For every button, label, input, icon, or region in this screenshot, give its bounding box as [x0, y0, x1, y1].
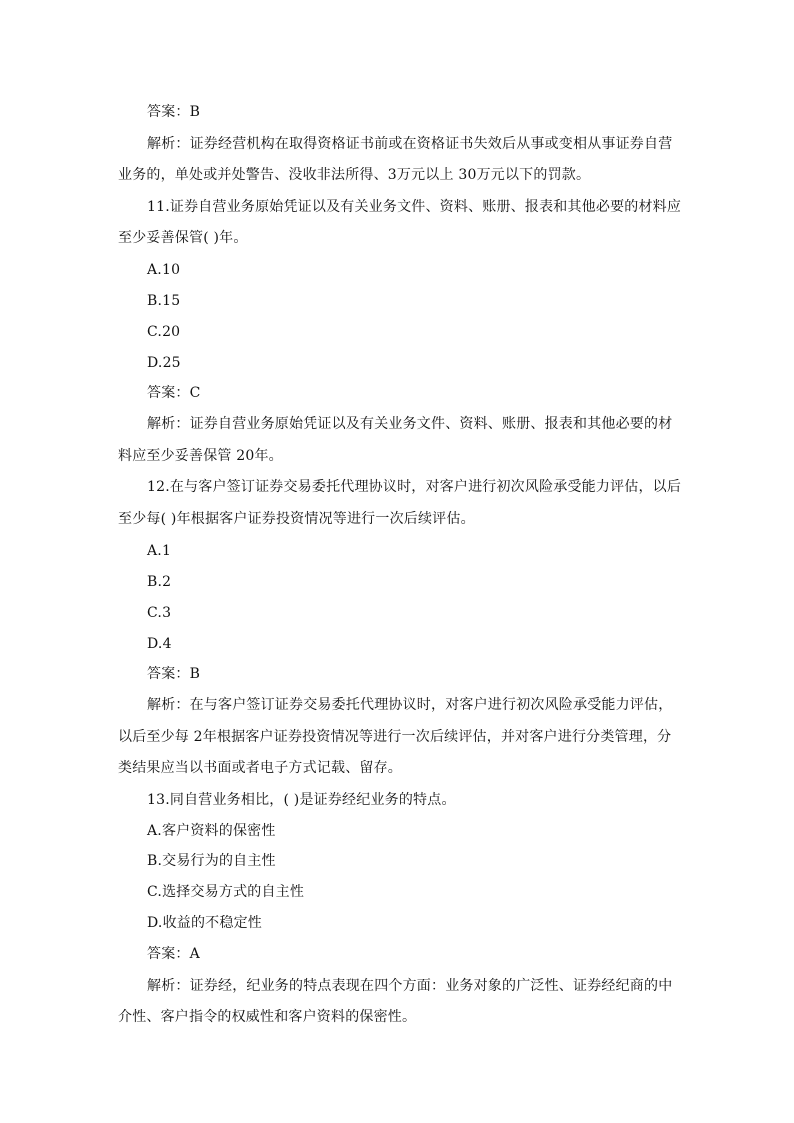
answer-text: 答案：B — [147, 104, 201, 120]
option-b: B.2 — [147, 574, 172, 590]
option-d: D.4 — [147, 636, 172, 652]
option-d: D.25 — [147, 355, 181, 371]
explanation-text: 解析：证券经营机构在取得资格证书前或在资格证书失效后从事或变相从事证券自营 — [147, 136, 673, 152]
option-a: A.10 — [147, 262, 181, 278]
answer-text: 答案：A — [147, 946, 200, 962]
explanation-text: 业务的，单处或并处警告、没收非法所得、3万元以上 30万元以下的罚款。 — [118, 167, 591, 183]
explanation-text: 料应至少妥善保管 20年。 — [118, 448, 283, 464]
answer-text: 答案：C — [147, 385, 201, 401]
explanation-text: 解析：证券经，纪业务的特点表现在四个方面：业务对象的广泛性、证券经纪商的中 — [147, 978, 673, 994]
question-11: 11.证券自营业务原始凭证以及有关业务文件、资料、账册、报表和其他必要的材料应 — [147, 199, 682, 215]
option-a: A.1 — [147, 543, 172, 559]
explanation-text: 解析：证券自营业务原始凭证以及有关业务文件、资料、账册、报表和其他必要的材 — [147, 416, 673, 432]
answer-text: 答案：B — [147, 666, 201, 682]
option-c: C.选择交易方式的自主性 — [147, 884, 305, 900]
option-c: C.20 — [147, 324, 181, 340]
option-c: C.3 — [147, 605, 172, 621]
explanation-text: 以后至少每 2年根据客户证券投资情况等进行一次后续评估，并对客户进行分类管理，分 — [118, 729, 672, 745]
option-d: D.收益的不稳定性 — [147, 915, 262, 931]
explanation-text: 解析：在与客户签订证券交易委托代理协议时，对客户进行初次风险承受能力评估， — [147, 697, 673, 713]
question-11-cont: 至少妥善保管( )年。 — [118, 230, 248, 246]
option-b: B.交易行为的自主性 — [147, 853, 276, 869]
option-a: A.客户资料的保密性 — [147, 823, 276, 839]
question-12-cont: 至少每( )年根据客户证券投资情况等进行一次后续评估。 — [118, 511, 475, 527]
question-12: 12.在与客户签订证券交易委托代理协议时，对客户进行初次风险承受能力评估，以后 — [147, 479, 682, 495]
question-13: 13.同自营业务相比，( )是证券经纪业务的特点。 — [147, 792, 456, 808]
option-b: B.15 — [147, 293, 181, 309]
explanation-text: 类结果应当以书面或者电子方式记载、留存。 — [118, 760, 402, 776]
explanation-text: 介性、客户指令的权威性和客户资料的保密性。 — [118, 1009, 417, 1025]
